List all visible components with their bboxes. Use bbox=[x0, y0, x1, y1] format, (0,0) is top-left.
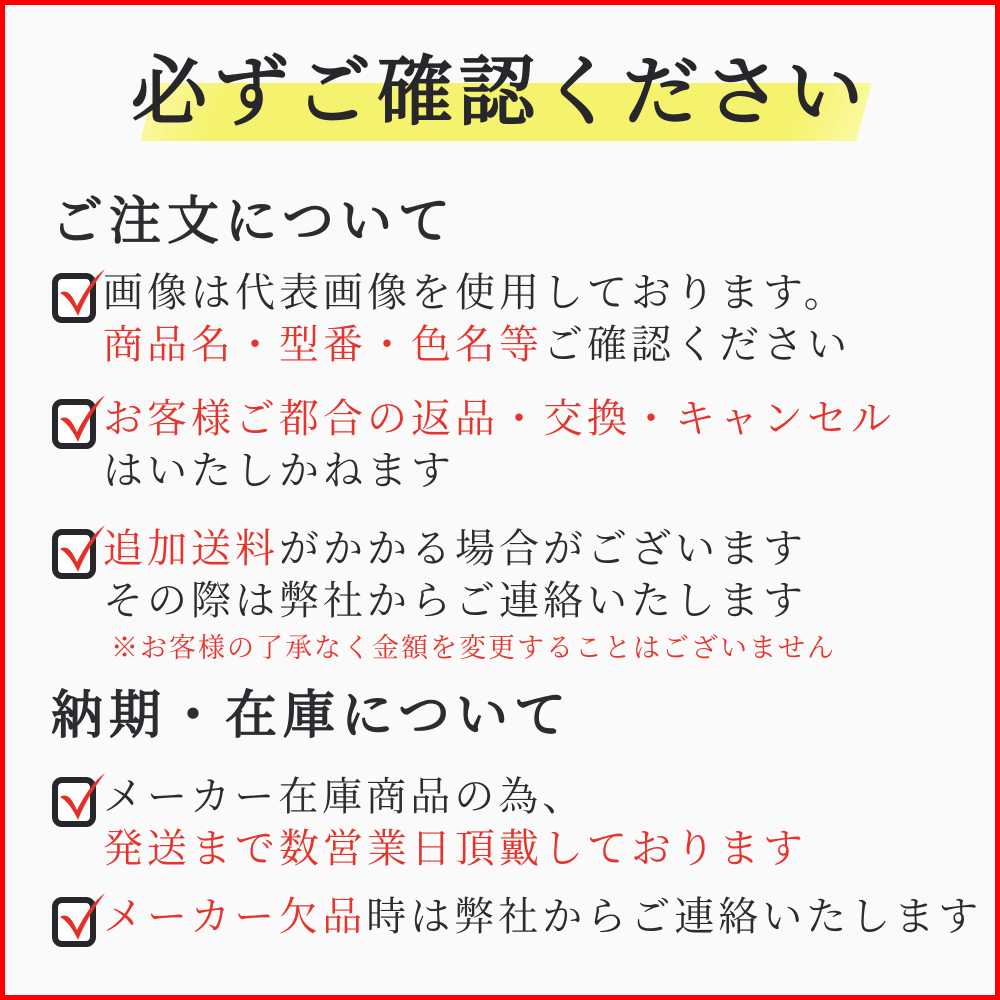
item-text bbox=[103, 523, 836, 669]
text-run: 時は弊社からご連絡いたします bbox=[366, 894, 983, 939]
section-heading-orders: ご注文について bbox=[51, 194, 456, 251]
checkbox-checked-icon bbox=[51, 769, 107, 827]
item-line bbox=[103, 393, 895, 445]
checkbox-checked-icon bbox=[51, 265, 107, 323]
text-run: はいたしかねます bbox=[103, 448, 455, 493]
text-run-emphasis: メーカー欠品 bbox=[103, 894, 367, 939]
item-text bbox=[103, 393, 895, 497]
checklist-item-returns bbox=[51, 393, 895, 497]
text-run-emphasis: 商品名・型番・色名等 bbox=[103, 322, 543, 367]
item-line bbox=[103, 823, 807, 875]
text-run: その際は弊社からご連絡いたします bbox=[103, 578, 807, 623]
item-text bbox=[103, 891, 982, 943]
item-text bbox=[103, 267, 851, 371]
text-run: ご確認ください bbox=[543, 322, 851, 367]
checkbox-checked-icon bbox=[51, 391, 107, 449]
item-line bbox=[103, 575, 836, 627]
item-line bbox=[103, 523, 836, 575]
checklist-item-maker-stock bbox=[51, 771, 807, 875]
checklist-item-maker-shortage bbox=[51, 891, 982, 947]
checklist-item-representative-image bbox=[51, 267, 851, 371]
text-run-emphasis: 追加送料 bbox=[103, 526, 279, 571]
item-line bbox=[103, 319, 851, 371]
checkbox-checked-icon bbox=[51, 889, 107, 947]
item-text bbox=[103, 771, 807, 875]
item-line bbox=[103, 771, 807, 823]
text-run: 画像は代表画像を使用しております。 bbox=[103, 270, 848, 315]
item-footnote: ※お客様の了承なく金額を変更することはございません bbox=[111, 633, 836, 663]
text-run-emphasis: お客様ご都合の返品・交換・キャンセル bbox=[103, 396, 895, 441]
checklist-item-extra-shipping bbox=[51, 523, 836, 669]
title-banner bbox=[5, 45, 995, 145]
page-title: 必ずご確認ください bbox=[131, 51, 869, 135]
text-run: がかかる場合がございます bbox=[279, 526, 807, 571]
item-line bbox=[103, 445, 895, 497]
item-line bbox=[103, 267, 851, 319]
checkbox-checked-icon bbox=[51, 521, 107, 579]
text-run-emphasis: 発送まで数営業日頂戴しております bbox=[103, 826, 807, 871]
item-line bbox=[103, 891, 982, 943]
section-heading-stock: 納期・在庫について bbox=[51, 688, 572, 745]
text-run: メーカー在庫商品の為、 bbox=[103, 774, 587, 819]
